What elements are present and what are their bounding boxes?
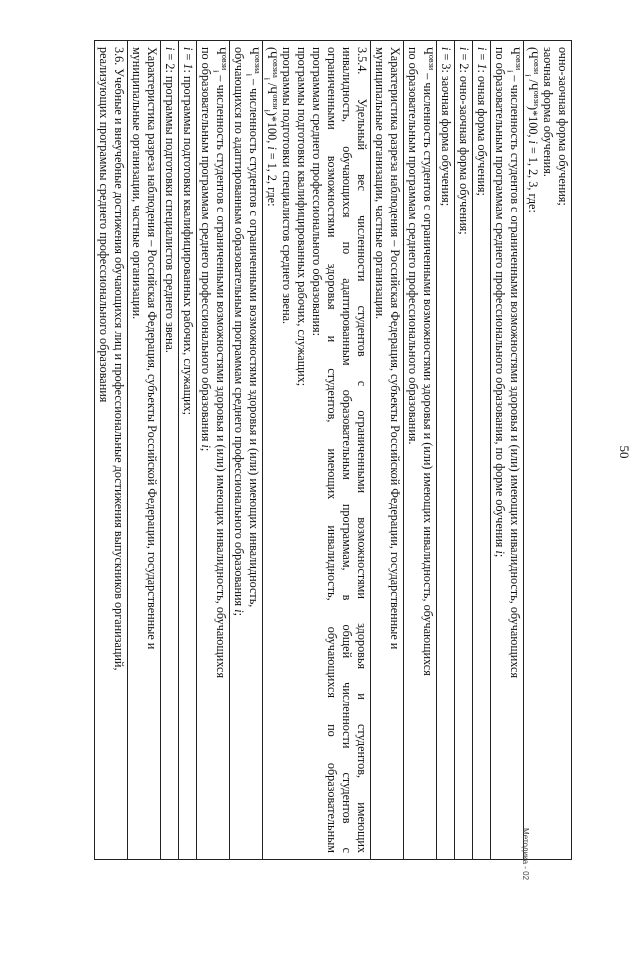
cell-text-line: 3.6. Учебные и внеучебные достижения обучающихся лиц и профессиональные достижения выпускников организаций, <box>112 47 126 671</box>
cell-text-line: i = 3: заочная форма обучения; <box>439 47 453 207</box>
cell-text-line: i = 2: очно-заочная форма обучения; <box>457 47 471 235</box>
page-number: 50 <box>617 445 632 459</box>
cell-text-line: по образовательным программам среднего профессионального образования i; <box>199 47 213 452</box>
table-cell <box>197 41 230 860</box>
cell-text-line: инвалидность, обучающихся по адаптированным образовательным программам, в общей численности студентов с <box>340 47 354 853</box>
indicator-table <box>94 40 572 860</box>
footer-label: Методика - 02 <box>521 828 530 881</box>
table-row <box>437 41 455 860</box>
cell-text-line: очно-заочная форма обучения; <box>556 47 570 206</box>
table-cell <box>161 41 179 860</box>
table-row <box>128 41 161 860</box>
table-cell <box>371 41 404 860</box>
table-cell <box>128 41 161 860</box>
table-cell <box>524 41 572 860</box>
cell-text-line: по образовательным программам среднего профессионального образования. <box>406 47 420 445</box>
cell-text-line: заочная форма обучения. <box>541 47 555 177</box>
cell-text-line: муниципальные организации, частные организации. <box>130 47 144 320</box>
table-row <box>179 41 197 860</box>
cell-text-line: Характеристика разреза наблюдения – Российская Федерация, субъекты Российской Федерации, государственные и <box>145 47 159 650</box>
cell-text-line: муниципальные организации, частные организации. <box>373 47 387 320</box>
table-cell <box>179 41 197 860</box>
table-cell <box>473 41 491 860</box>
cell-text-line: i = 2: программы подготовки специалистов среднего звена. <box>163 47 177 353</box>
table-row <box>524 41 572 860</box>
table-cell <box>95 41 128 860</box>
cell-text-line: ($Ч^{овзи}_i$ $/Ч^{овзи})*100$, i = 1, 2, 3, где: <box>523 47 542 213</box>
table-row <box>491 41 524 860</box>
cell-text-line: программы подготовки квалифицированных рабочих, служащих; <box>295 47 309 387</box>
cell-text-line: $Ч^{овзиа}_i$ – численность студентов с ограниченными возможностями здоровья и (или) имеющих инвалидность, <box>244 47 263 608</box>
cell-text-line: ($Ч^{овзиа}_i$ $/Ч^{овзи}_i)*100$, i = 1, 2, где: <box>262 47 281 207</box>
cell-text-line: обучающихся по адаптированным образовательным программам среднего профессионального образования i; <box>232 47 246 616</box>
table-row <box>161 41 179 860</box>
table-cell <box>263 41 371 860</box>
table-cell <box>455 41 473 860</box>
cell-text-line: i = 1: очная форма обучения; <box>475 47 489 196</box>
table-row <box>371 41 404 860</box>
indicator-table-frame <box>62 40 572 860</box>
table-row <box>404 41 437 860</box>
table-row <box>455 41 473 860</box>
table-row <box>197 41 230 860</box>
cell-text-line: реализующих программы среднего профессионального образования <box>97 47 111 403</box>
table-cell <box>437 41 455 860</box>
cell-text-line: программам среднего профессионального образования: <box>310 47 324 337</box>
table-cell <box>404 41 437 860</box>
table-row <box>230 41 263 860</box>
cell-text-line: $Ч^{овзи}_i$ – численность студентов с ограниченными возможностями здоровья и (или) имеющих инвалидность, обучающихся <box>505 47 524 679</box>
cell-text-line: программы подготовки специалистов среднего звена. <box>280 47 294 325</box>
cell-text-line: $Ч^{овзи}_i$ – численность студентов с ограниченными возможностями здоровья и (или) имеющих инвалидность, обучающихся <box>211 47 230 679</box>
cell-text-line: i = 1: программы подготовки квалифицированных рабочих, служащих; <box>181 47 195 415</box>
table-row <box>95 41 128 860</box>
table-cell <box>491 41 524 860</box>
indicator-table-body <box>95 41 572 860</box>
table-row <box>263 41 371 860</box>
cell-text-line: 3.5.4. Удельный вес численности студентов с ограниченными возможностями здоровья и студентов, имеющих <box>355 47 369 853</box>
cell-text-line: Характеристика разреза наблюдения – Российская Федерация, субъекты Российской Федерации, государственные и <box>388 47 402 650</box>
table-cell <box>230 41 263 860</box>
cell-text-line: ограниченными возможностями здоровья и студентов, имеющих инвалидность, обучающихся по образовательным <box>325 47 339 853</box>
table-row <box>473 41 491 860</box>
cell-text-line: по образовательным программам среднего профессионального образования, по форме обучения i; <box>493 47 507 558</box>
cell-text-line: $Ч^{овзи}$ – численность студентов с ограниченными возможностями здоровья и (или) имеющих инвалидность, обучающихся <box>421 47 437 676</box>
